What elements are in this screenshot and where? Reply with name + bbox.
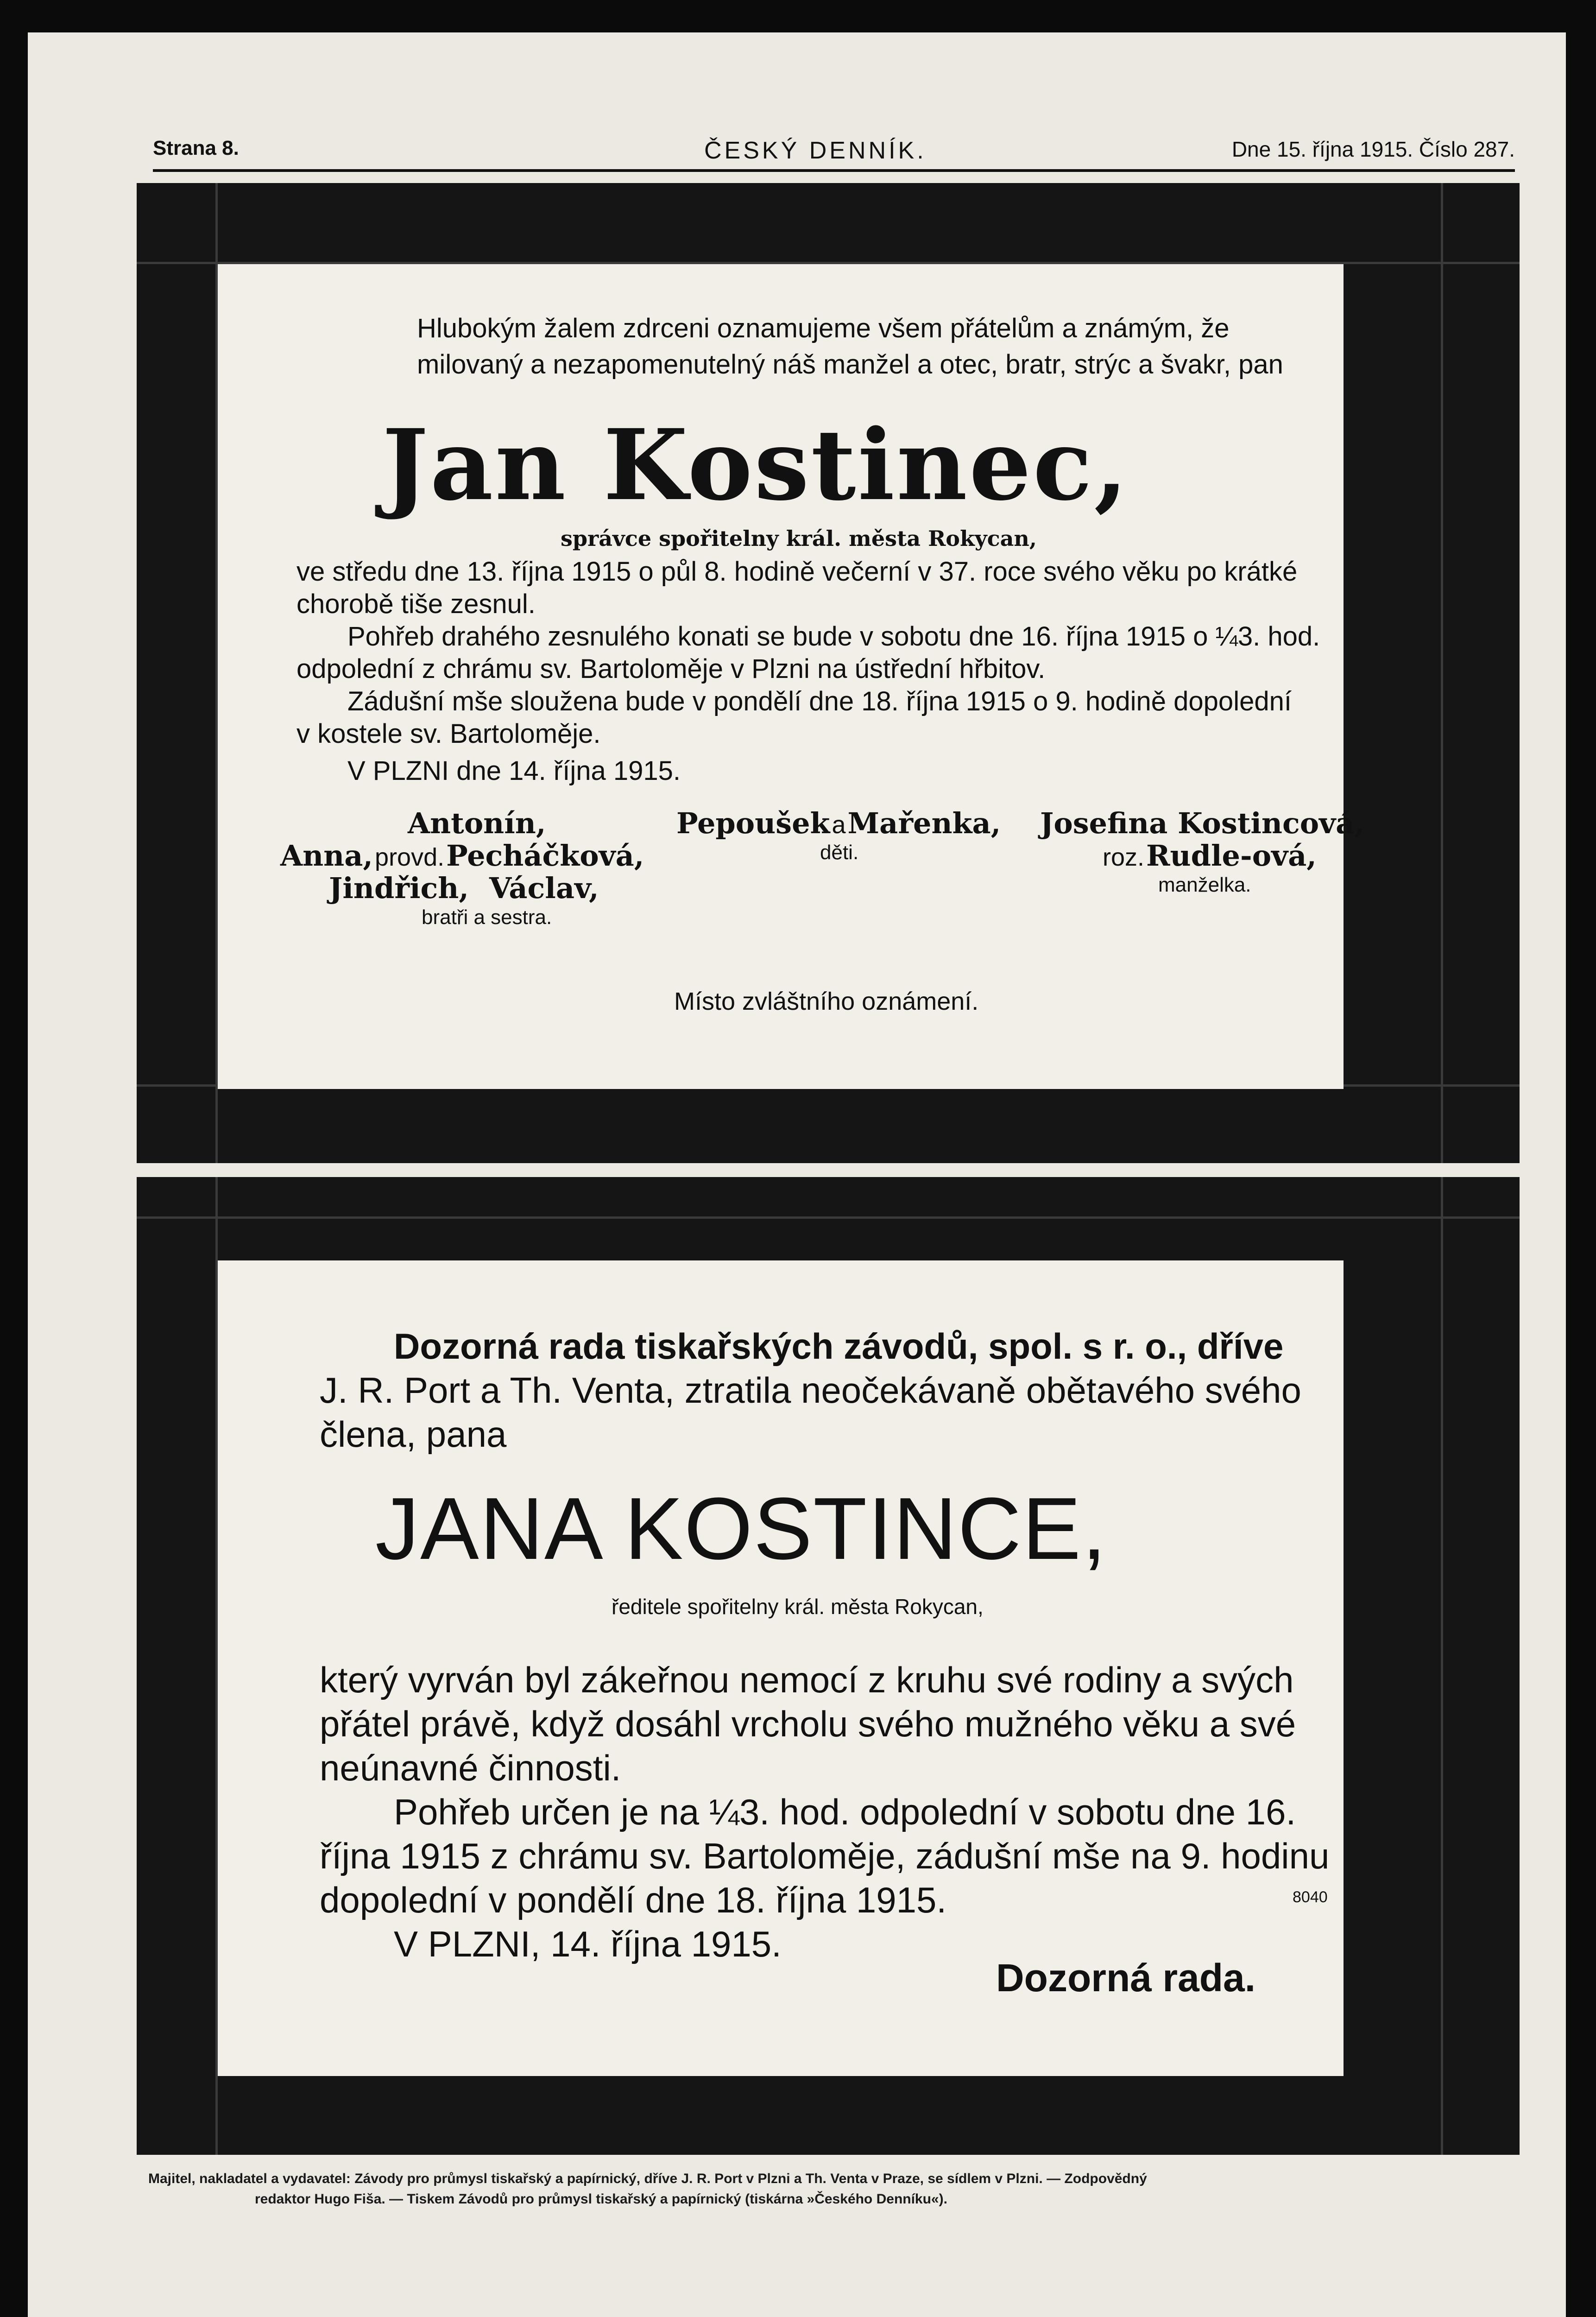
deceased-role-2: ředitele spořitelny král. města Rokycan, [612,1595,984,1619]
death-text-line: ve středu dne 13. října 1915 o půl 8. hodině večerní v 37. roce svého věku po krátké [296,557,1298,587]
ad-code: 8040 [1293,1888,1328,1906]
signature-marenka: Mařenka, [847,806,1001,840]
body-line: dopolední v pondělí dne 18. října 1915. [320,1880,947,1920]
board-line-2: J. R. Port a Th. Venta, ztratila neočekávaně obětavého svého [320,1370,1301,1411]
signature-antonin: Antonín, [408,806,546,840]
page-number: Strana 8. [153,137,239,159]
footnote: Místo zvláštního oznámení. [674,988,979,1015]
deceased-role: správce spořitelny král. města Rokycan, [561,526,1037,551]
signature-anna-line [280,839,644,873]
signature-anna: Anna, [280,839,373,873]
mass-text-line: Zádušní mše sloužena bude v pondělí dne 18. října 1915 o 9. hodině dopolední [347,686,1292,716]
signature-pechackova: Pecháčková, [446,839,644,873]
imprint-line: Majitel, nakladatel a vydavatel: Závody pro průmysl tiskařský a papírnický, dříve J. R. Port v Plzni a Th. Venta v Praze, se sídlem v Plzni. — Zodpovědný [148,2171,1147,2186]
signature-and: a [832,811,846,839]
body-line: přátel právě, když dosáhl vrcholu svého mužného věku a své [320,1703,1296,1744]
signature-rudle: Rudle-ová, [1146,839,1317,873]
death-text-line: chorobě tiše zesnul. [296,589,536,619]
signature-children-line [676,806,1001,840]
border-line [1441,1177,1443,2155]
imprint [148,2169,1520,2209]
funeral-text-line: odpolední z chrámu sv. Bartoloměje v Plzni na ústřední hřbitov. [296,654,1046,684]
board-place-date: V PLZNI, 14. října 1915. [394,1924,782,1964]
funeral-text-line: Pohřeb drahého zesnulého konati se bude v sobotu dne 16. října 1915 o ¼3. hod. [347,621,1320,652]
children-label: děti. [820,841,859,864]
imprint-line: redaktor Hugo Fiša. — Tiskem Závodů pro průmysl tiskařský a papírnický (tiskárna »Českého Denníku«). [255,2191,947,2207]
signature-vaclav: Václav, [489,871,599,905]
signature-wife: Josefina Kostincová, [1040,806,1364,840]
deceased-name: Jan Kostinec, [382,408,1130,522]
intro-text: Hlubokým žalem zdrceni oznamujeme všem přátelům a známým, že milovaný a nezapomenutelný náš manžel a otec, bratr, strýc a švakr, pan [417,313,1283,380]
body-line: neúnavné činnosti. [320,1747,621,1788]
signature-pepousek: Pepoušek [676,806,830,840]
siblings-label: bratři a sestra. [422,906,552,929]
newspaper-title: ČESKÝ DENNÍK. [704,137,927,164]
signature-roz: roz. [1103,843,1145,871]
header-rule [153,169,1515,172]
signature-wife-maiden-line [1103,839,1317,873]
body-line: Pohřeb určen je na ¼3. hod. odpolední v sobotu dne 16. [394,1792,1296,1832]
board-signature: Dozorná rada. [996,1956,1256,2000]
border-line [137,1216,1520,1219]
board-line-3: člena, pana [320,1414,507,1455]
signature-brothers-line [329,871,599,905]
signature-jindrich: Jindřich, [329,871,469,905]
place-date: V PLZNI dne 14. října 1915. [347,756,681,786]
issue-date: Dne 15. října 1915. Číslo 287. [1231,137,1515,161]
border-line [1441,183,1443,1163]
mass-text-line: v kostele sv. Bartoloměje. [296,719,601,749]
board-line-1: Dozorná rada tiskařských závodů, spol. s r. o., dříve [394,1326,1284,1367]
page-header [153,137,1515,165]
obituary-board [218,1260,1344,2076]
body-line: října 1915 z chrámu sv. Bartoloměje, zádušní mše na 9. hodinu [320,1836,1330,1876]
obituary-family [218,264,1364,1089]
body-line: který vyrván byl zákeřnou nemocí z kruhu své rodiny a svých [320,1659,1294,1700]
deceased-name-caps: JANA KOSTINCE, [375,1480,1108,1578]
signature-provd: provd. [375,843,445,871]
wife-label: manželka. [1158,874,1251,896]
